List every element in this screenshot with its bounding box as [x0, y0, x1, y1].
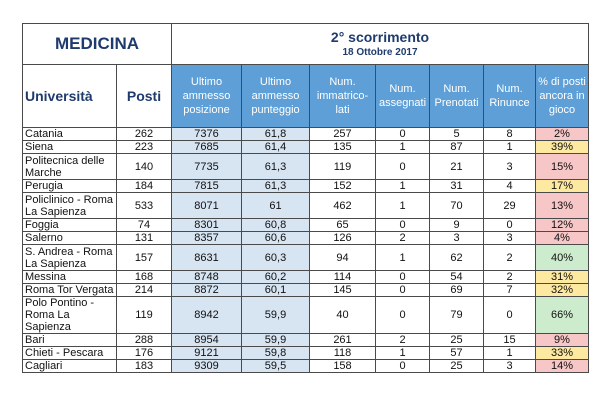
cell-percent-in-gioco: 9%: [536, 334, 589, 347]
cell-assegnati: 0: [376, 219, 430, 232]
cell-immatricolati: 119: [310, 154, 376, 180]
cell-universita: Perugia: [23, 180, 117, 193]
cell-universita: Polo Pontino - Roma La Sapienza: [23, 297, 117, 334]
cell-rinunce: 4: [484, 180, 536, 193]
table-row: [23, 128, 589, 141]
cell-percent-in-gioco: 33%: [536, 347, 589, 360]
cell-rinunce: 2: [484, 245, 536, 271]
cell-ultimo-punteggio: 59,8: [242, 347, 310, 360]
cell-percent-in-gioco: 4%: [536, 232, 589, 245]
cell-posti: 262: [117, 128, 172, 141]
cell-immatricolati: 257: [310, 128, 376, 141]
cell-percent-in-gioco: 14%: [536, 360, 589, 373]
cell-posti: 223: [117, 141, 172, 154]
cell-prenotati: 87: [430, 141, 484, 154]
cell-assegnati: 1: [376, 141, 430, 154]
table-row: [23, 232, 589, 245]
cell-prenotati: 62: [430, 245, 484, 271]
cell-rinunce: 0: [484, 219, 536, 232]
cell-percent-in-gioco: 13%: [536, 193, 589, 219]
cell-ultimo-punteggio: 60,6: [242, 232, 310, 245]
cell-ultimo-posizione: 9309: [172, 360, 242, 373]
cell-ultimo-punteggio: 59,9: [242, 297, 310, 334]
cell-percent-in-gioco: 32%: [536, 284, 589, 297]
cell-universita: Cagliari: [23, 360, 117, 373]
cell-rinunce: 1: [484, 141, 536, 154]
cell-ultimo-posizione: 8748: [172, 271, 242, 284]
col-header-universita: Università: [23, 65, 117, 128]
col-header-percent-in-gioco: % di posti ancora in gioco: [536, 65, 589, 128]
cell-prenotati: 54: [430, 271, 484, 284]
cell-rinunce: 3: [484, 232, 536, 245]
cell-rinunce: 29: [484, 193, 536, 219]
cell-rinunce: 3: [484, 154, 536, 180]
cell-prenotati: 25: [430, 334, 484, 347]
cell-immatricolati: 462: [310, 193, 376, 219]
cell-percent-in-gioco: 31%: [536, 271, 589, 284]
cell-rinunce: 0: [484, 297, 536, 334]
cell-prenotati: 57: [430, 347, 484, 360]
table-row: [23, 271, 589, 284]
cell-posti: 157: [117, 245, 172, 271]
scorrimento-header: [172, 24, 589, 65]
cell-assegnati: 0: [376, 154, 430, 180]
cell-assegnati: 0: [376, 128, 430, 141]
cell-ultimo-posizione: 8631: [172, 245, 242, 271]
table-row: [23, 297, 589, 334]
cell-ultimo-punteggio: 61,4: [242, 141, 310, 154]
cell-immatricolati: 126: [310, 232, 376, 245]
cell-ultimo-punteggio: 61,8: [242, 128, 310, 141]
cell-ultimo-posizione: 8942: [172, 297, 242, 334]
cell-percent-in-gioco: 66%: [536, 297, 589, 334]
cell-immatricolati: 94: [310, 245, 376, 271]
ranking-table: [22, 23, 589, 373]
scorrimento-date: 18 Ottobre 2017: [342, 47, 418, 58]
cell-assegnati: 0: [376, 271, 430, 284]
col-header-assegnati: Num. assegnati: [376, 65, 430, 128]
cell-assegnati: 2: [376, 334, 430, 347]
cell-assegnati: 1: [376, 245, 430, 271]
cell-ultimo-posizione: 9121: [172, 347, 242, 360]
cell-percent-in-gioco: 40%: [536, 245, 589, 271]
cell-immatricolati: 65: [310, 219, 376, 232]
cell-ultimo-punteggio: 61: [242, 193, 310, 219]
cell-universita: Siena: [23, 141, 117, 154]
cell-universita: Chieti - Pescara: [23, 347, 117, 360]
cell-immatricolati: 40: [310, 297, 376, 334]
cell-ultimo-posizione: 8071: [172, 193, 242, 219]
cell-assegnati: 2: [376, 232, 430, 245]
cell-ultimo-punteggio: 60,8: [242, 219, 310, 232]
cell-assegnati: 0: [376, 297, 430, 334]
cell-posti: 119: [117, 297, 172, 334]
cell-universita: Messina: [23, 271, 117, 284]
cell-ultimo-posizione: 7376: [172, 128, 242, 141]
cell-ultimo-posizione: 8954: [172, 334, 242, 347]
table-row: [23, 334, 589, 347]
table-row: [23, 180, 589, 193]
cell-immatricolati: 158: [310, 360, 376, 373]
cell-posti: 183: [117, 360, 172, 373]
cell-rinunce: 8: [484, 128, 536, 141]
cell-prenotati: 31: [430, 180, 484, 193]
cell-ultimo-punteggio: 60,1: [242, 284, 310, 297]
table-row: [23, 219, 589, 232]
cell-immatricolati: 261: [310, 334, 376, 347]
cell-posti: 288: [117, 334, 172, 347]
cell-universita: Foggia: [23, 219, 117, 232]
col-header-prenotati: Num. Prenotati: [430, 65, 484, 128]
cell-posti: 74: [117, 219, 172, 232]
col-header-rinunce: Num. Rinunce: [484, 65, 536, 128]
cell-rinunce: 7: [484, 284, 536, 297]
cell-prenotati: 3: [430, 232, 484, 245]
cell-rinunce: 2: [484, 271, 536, 284]
cell-posti: 184: [117, 180, 172, 193]
cell-universita: Catania: [23, 128, 117, 141]
col-header-ultimo-posizione: Ultimo ammesso posizione: [172, 65, 242, 128]
table-row: [23, 284, 589, 297]
cell-posti: 168: [117, 271, 172, 284]
cell-universita: Salerno: [23, 232, 117, 245]
table-title: MEDICINA: [23, 24, 172, 65]
cell-ultimo-punteggio: 61,3: [242, 180, 310, 193]
cell-posti: 131: [117, 232, 172, 245]
cell-ultimo-posizione: 8301: [172, 219, 242, 232]
cell-assegnati: 0: [376, 284, 430, 297]
cell-ultimo-punteggio: 61,3: [242, 154, 310, 180]
cell-assegnati: 1: [376, 347, 430, 360]
cell-immatricolati: 135: [310, 141, 376, 154]
cell-universita: Bari: [23, 334, 117, 347]
page-wrapper: [22, 23, 589, 373]
cell-prenotati: 79: [430, 297, 484, 334]
col-header-immatricolati: Num. immatrico- lati: [310, 65, 376, 128]
cell-posti: 533: [117, 193, 172, 219]
cell-rinunce: 3: [484, 360, 536, 373]
cell-prenotati: 69: [430, 284, 484, 297]
cell-percent-in-gioco: 2%: [536, 128, 589, 141]
scorrimento-label: 2° scorrimento: [330, 29, 430, 45]
cell-prenotati: 21: [430, 154, 484, 180]
cell-immatricolati: 152: [310, 180, 376, 193]
cell-rinunce: 1: [484, 347, 536, 360]
cell-posti: 214: [117, 284, 172, 297]
table-row: [23, 245, 589, 271]
cell-percent-in-gioco: 12%: [536, 219, 589, 232]
table-row: [23, 141, 589, 154]
cell-ultimo-posizione: 7735: [172, 154, 242, 180]
cell-prenotati: 5: [430, 128, 484, 141]
cell-prenotati: 70: [430, 193, 484, 219]
table-row: [23, 193, 589, 219]
cell-ultimo-posizione: 7815: [172, 180, 242, 193]
cell-ultimo-punteggio: 60,2: [242, 271, 310, 284]
cell-posti: 176: [117, 347, 172, 360]
col-header-ultimo-punteggio: Ultimo ammesso punteggio: [242, 65, 310, 128]
col-header-posti: Posti: [117, 65, 172, 128]
cell-ultimo-punteggio: 60,3: [242, 245, 310, 271]
cell-immatricolati: 114: [310, 271, 376, 284]
cell-immatricolati: 118: [310, 347, 376, 360]
cell-percent-in-gioco: 17%: [536, 180, 589, 193]
cell-posti: 140: [117, 154, 172, 180]
cell-prenotati: 25: [430, 360, 484, 373]
table-body: [23, 128, 589, 373]
cell-immatricolati: 145: [310, 284, 376, 297]
cell-prenotati: 9: [430, 219, 484, 232]
cell-ultimo-posizione: 8357: [172, 232, 242, 245]
cell-ultimo-punteggio: 59,5: [242, 360, 310, 373]
cell-assegnati: 1: [376, 180, 430, 193]
cell-assegnati: 1: [376, 193, 430, 219]
cell-ultimo-posizione: 8872: [172, 284, 242, 297]
table-row: [23, 347, 589, 360]
cell-rinunce: 15: [484, 334, 536, 347]
cell-universita: S. Andrea - Roma La Sapienza: [23, 245, 117, 271]
cell-ultimo-punteggio: 59,9: [242, 334, 310, 347]
cell-universita: Politecnica delle Marche: [23, 154, 117, 180]
table-row: [23, 154, 589, 180]
cell-ultimo-posizione: 7685: [172, 141, 242, 154]
cell-universita: Roma Tor Vergata: [23, 284, 117, 297]
cell-percent-in-gioco: 15%: [536, 154, 589, 180]
cell-percent-in-gioco: 39%: [536, 141, 589, 154]
cell-universita: Policlinico - Roma La Sapienza: [23, 193, 117, 219]
table-row: [23, 360, 589, 373]
cell-assegnati: 0: [376, 360, 430, 373]
